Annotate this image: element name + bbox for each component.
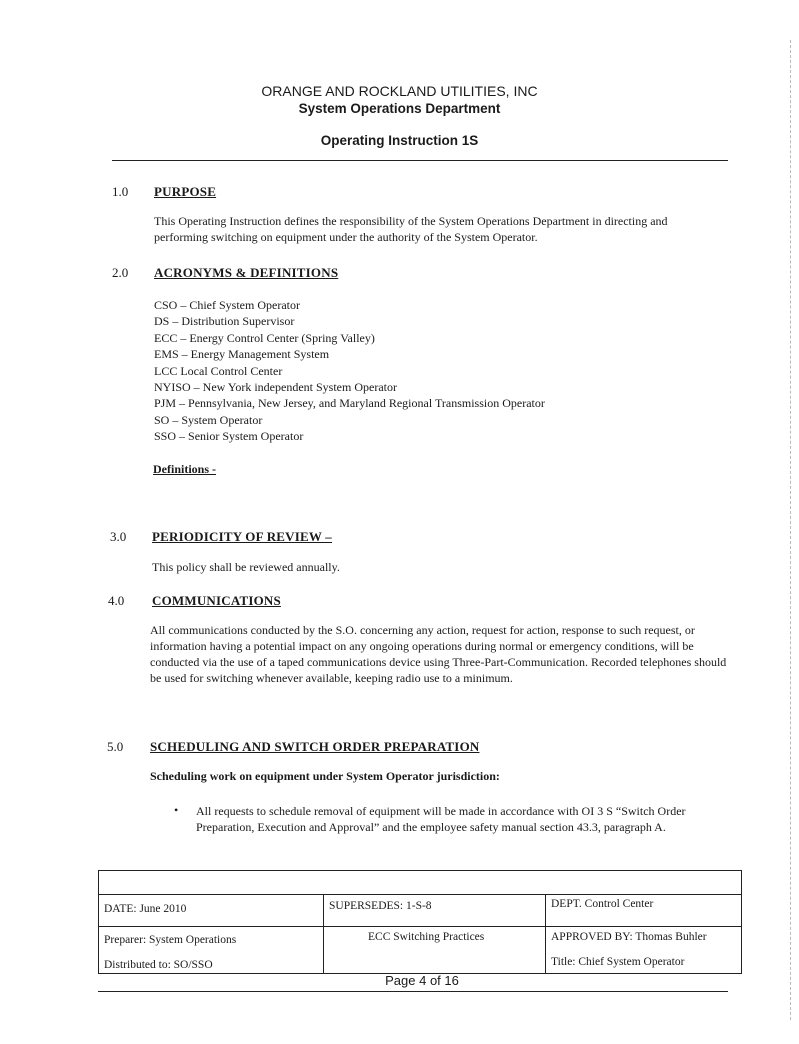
instruction-title: Operating Instruction 1S	[320, 133, 479, 148]
company-name: ORANGE AND ROCKLAND UTILITIES, INC	[261, 83, 538, 99]
preparer-cell: Preparer: System Operations	[104, 934, 237, 946]
definitions-label: Definitions -	[153, 462, 216, 476]
acronym-item: SO – System Operator	[154, 412, 263, 427]
communications-text: All communications conducted by the S.O. concerning any action, request for action, response to such request, or information having a potential impact on any ongoing operations during normal or emergency conditions, will be conducted via the use of a taped communications device using Three-Part-Communication. Recorded telephones should be used for switching whenever available, keeping radio use to a minimum.	[150, 623, 727, 685]
section-title-scheduling: SCHEDULING AND SWITCH ORDER PREPARATION	[150, 739, 480, 754]
footer-rule	[98, 991, 728, 992]
approved-by-cell: APPROVED BY: Thomas Buhler	[551, 931, 707, 943]
acronym-item: CSO – Chief System Operator	[154, 298, 300, 312]
dept-cell: DEPT. Control Center	[551, 898, 654, 910]
acronym-item: LCC Local Control Center	[154, 363, 283, 378]
footer-table-rule	[98, 894, 742, 895]
review-text: This policy shall be reviewed annually.	[152, 560, 340, 574]
acronym-item: PJM – Pennsylvania, New Jersey, and Maryland Regional Transmission Operator	[154, 396, 545, 411]
page-edge-scan-line	[790, 40, 791, 1020]
purpose-text: This Operating Instruction defines the responsibility of the System Operations Department in directing and performing switching on equipment under the authority of the System Operator.	[154, 214, 668, 244]
section-number-review: 3.0	[110, 529, 127, 544]
section-number-scheduling: 5.0	[107, 739, 124, 754]
scheduling-bullet-text: All requests to schedule removal of equipment will be made in accordance with OI 3 S “Switch Order Preparation, Execution and Approval” and the employee safety manual section 43.3, paragraph A.	[196, 804, 686, 834]
bullet-icon: •	[174, 803, 179, 817]
section-title-purpose: PURPOSE	[154, 184, 217, 199]
section-title-communications: COMMUNICATIONS	[152, 593, 281, 608]
acronym-item: EMS – Energy Management System	[154, 347, 330, 362]
page-number: Page 4 of 16	[385, 973, 459, 988]
acronym-item: SSO – Senior System Operator	[154, 429, 304, 444]
scheduling-subheading: Scheduling work on equipment under System Operator jurisdiction:	[150, 769, 500, 783]
acronym-item: NYISO – New York independent System Operator	[154, 380, 397, 395]
section-number-purpose: 1.0	[112, 184, 129, 199]
department-name: System Operations Department	[298, 101, 501, 116]
footer-table-rule	[98, 926, 742, 927]
section-number-communications: 4.0	[108, 593, 125, 608]
header-rule	[112, 160, 728, 161]
supersedes-cell: SUPERSEDES: 1-S-8	[329, 900, 432, 912]
footer-table-divider	[545, 894, 546, 974]
section-title-acronyms: ACRONYMS & DEFINITIONS	[154, 265, 339, 280]
acronym-item: DS – Distribution Supervisor	[154, 314, 295, 329]
date-cell: DATE: June 2010	[104, 903, 187, 915]
section-title-review: PERIODICITY OF REVIEW –	[152, 529, 333, 544]
acronym-list	[154, 297, 545, 445]
approver-title-cell: Title: Chief System Operator	[551, 956, 685, 968]
distributed-cell: Distributed to: SO/SSO	[104, 959, 213, 971]
acronym-item: ECC – Energy Control Center (Spring Valley)	[154, 330, 375, 345]
doc-title-cell: ECC Switching Practices	[368, 931, 485, 943]
section-number-acronyms: 2.0	[112, 265, 129, 280]
footer-table-divider	[323, 894, 324, 974]
